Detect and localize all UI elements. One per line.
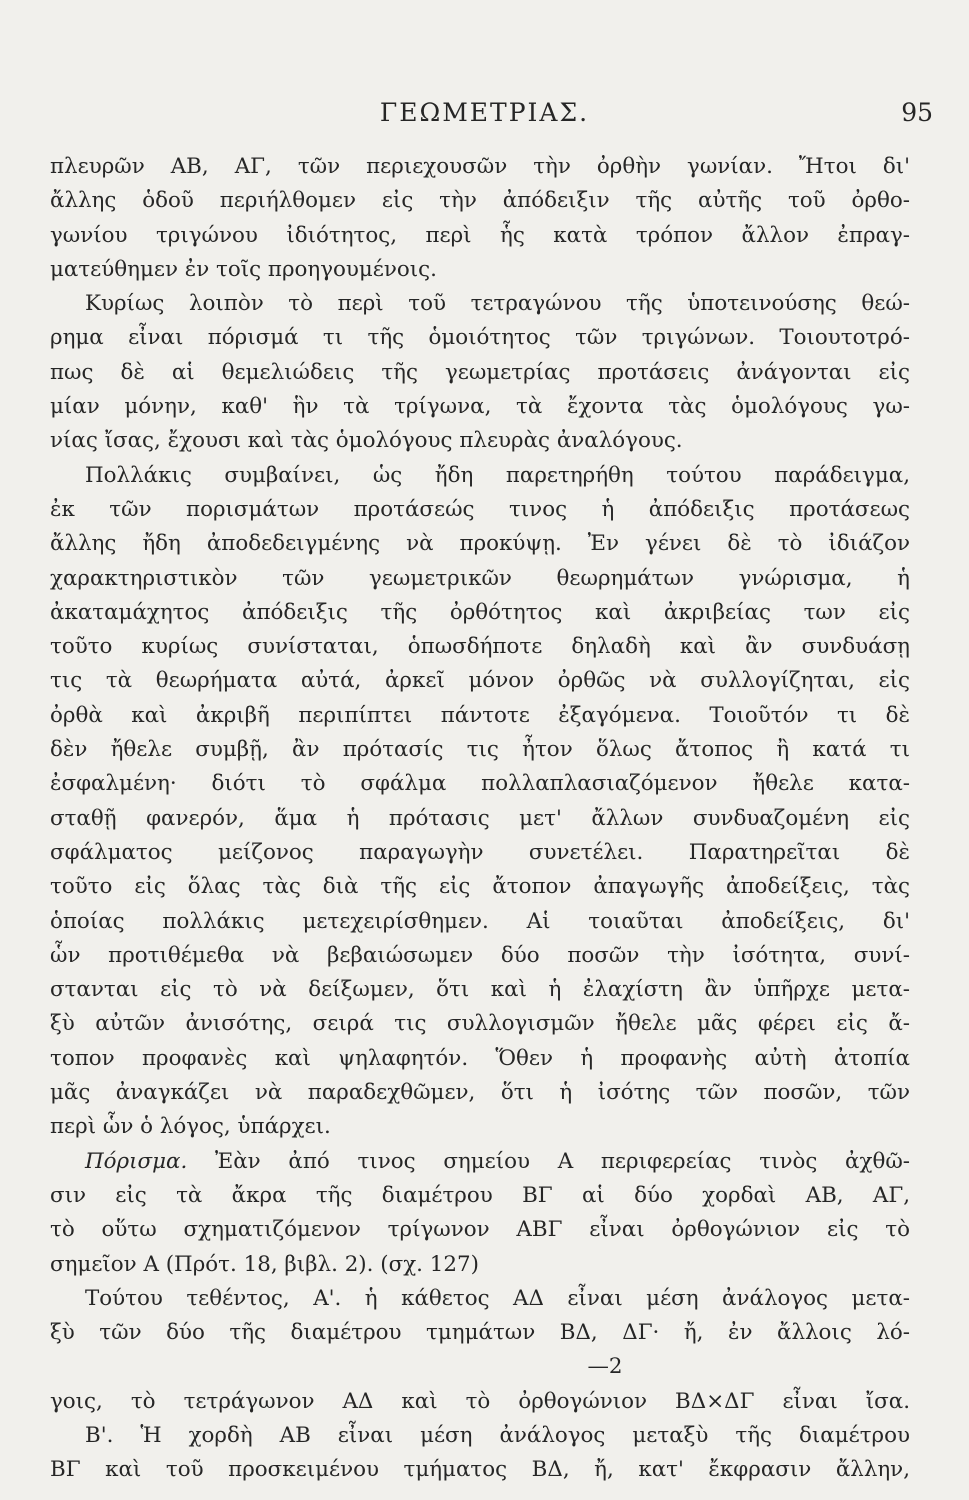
text-line: σημεῖον Α (Πρότ. 18, βιβλ. 2). (σχ. 127) bbox=[50, 1251, 479, 1277]
page-number: 95 bbox=[901, 98, 933, 127]
text-line: νίας ἴσας, ἔχουσι καὶ τὰς ὁμολόγους πλευρὰς ἀναλόγους. bbox=[50, 428, 683, 454]
text-line: τοῦτο κυρίως συνίσταται, ὁπωσδήποτε δηλαδὴ καὶ ἂν συνδυάσῃ bbox=[50, 634, 910, 660]
text-line: ἄλλης ἤδη ἀποδεδειγμένης νὰ προκύψῃ. Ἐν γένει δὲ τὸ ἰδιάζον bbox=[50, 531, 910, 557]
text-line: ΒΓ καὶ τοῦ προσκειμένου τμήματος ΒΔ, ἤ, κατ' ἔκφρασιν ἄλλην, bbox=[50, 1457, 910, 1483]
text-line: τις τὰ θεωρήματα αὐτά, ἀρκεῖ μόνον ὀρθῶς νὰ συλλογίζηται, εἰς bbox=[50, 668, 910, 694]
text-line: μίαν μόνην, καθ' ἣν τὰ τρίγωνα, τὰ ἔχοντα τὰς ὁμολόγους γω- bbox=[50, 394, 910, 420]
text-line: ξὺ τῶν δύο τῆς διαμέτρου τμημάτων ΒΔ, ΔΓ· ἤ, ἐν ἄλλοις λό- bbox=[50, 1320, 910, 1346]
text-line: τοῦτο εἰς ὅλας τὰς διὰ τῆς εἰς ἄτοπον ἀπαγωγῆς ἀποδείξεις, τὰς bbox=[50, 874, 910, 900]
porisma-line bbox=[50, 1145, 910, 1179]
porisma-text: Ἐὰν ἀπό τινος σημείου Α περιφερείας τινὸς ἀχθῶ- bbox=[214, 1148, 910, 1174]
text-line: ρημα εἶναι πόρισμά τι τῆς ὁμοιότητος τῶν τριγώνων. Τοιουτοτρό- bbox=[50, 325, 910, 351]
text-line: γωνίου τριγώνου ἰδιότητος, περὶ ἧς κατὰ τρόπον ἄλλον ἐπραγ- bbox=[50, 222, 910, 248]
text-line: τοπον προφανὲς καὶ ψηλαφητόν. Ὅθεν ἡ προφανὴς αὐτὴ ἀτοπία bbox=[50, 1045, 910, 1071]
body-text bbox=[50, 150, 910, 1488]
text-line: περὶ ὧν ὁ λόγος, ὑπάρχει. bbox=[50, 1114, 331, 1140]
text-line: ματεύθημεν ἐν τοῖς προηγουμένοις. bbox=[50, 256, 437, 282]
running-head bbox=[0, 98, 969, 138]
text-line: σταθῇ φανερόν, ἅμα ἡ πρότασις μετ' ἄλλων συνδυαζομένη εἰς bbox=[50, 805, 910, 831]
text-line: Πολλάκις συμβαίνει, ὡς ἤδη παρετηρήθη τούτου παράδειγμα, bbox=[85, 462, 910, 488]
text-line: ξὺ αὐτῶν ἀνισότης, σειρά τις συλλογισμῶν ἤθελε μᾶς φέρει εἰς ἄ- bbox=[50, 1011, 910, 1037]
running-title: ΓΕΩΜΕΤΡΙΑΣ. bbox=[379, 98, 590, 127]
text-line: ὁποίας πολλάκις μετεχειρίσθημεν. Αἱ τοιαῦται ἀποδείξεις, δι' bbox=[50, 908, 910, 934]
text-line: γοις, τὸ τετράγωνον ΑΔ καὶ τὸ ὀρθογώνιον ΒΔ×ΔΓ εἶναι ἴσα. bbox=[50, 1388, 910, 1414]
text-line: ἐσφαλμένη· διότι τὸ σφάλμα πολλαπλασιαζόμενον ἤθελε κατα- bbox=[50, 771, 910, 797]
text-line: χαρακτηριστικὸν τῶν γεωμετρικῶν θεωρημάτων γνώρισμα, ἡ bbox=[50, 565, 910, 591]
text-line: πλευρῶν ΑΒ, ΑΓ, τῶν περιεχουσῶν τὴν ὀρθὴν γωνίαν. Ἤτοι δι' bbox=[50, 154, 910, 179]
porisma-label: Πόρισμα. bbox=[85, 1148, 188, 1174]
text-line: μᾶς ἀναγκάζει νὰ παραδεχθῶμεν, ὅτι ἡ ἰσότης τῶν ποσῶν, τῶν bbox=[50, 1080, 910, 1106]
text-line: Τούτου τεθέντος, Α'. ἡ κάθετος ΑΔ εἶναι μέση ἀνάλογος μετα- bbox=[85, 1285, 910, 1311]
exponent-line: —2 bbox=[587, 1354, 623, 1380]
text-line: ἄλλης ὁδοῦ περιήλθομεν εἰς τὴν ἀπόδειξιν τῆς αὐτῆς τοῦ ὀρθο- bbox=[50, 188, 910, 214]
text-line: σφάλματος μείζονος παραγωγὴν συνετέλει. Παρατηρεῖται δὲ bbox=[50, 839, 910, 865]
text-line: ἐκ τῶν πορισμάτων προτάσεώς τινος ἡ ἀπόδειξις προτάσεως bbox=[50, 496, 910, 522]
text-line: ἀκαταμάχητος ἀπόδειξις τῆς ὀρθότητος καὶ ἀκριβείας των εἰς bbox=[50, 599, 910, 625]
text-line: ὧν προτιθέμεθα νὰ βεβαιώσωμεν δύο ποσῶν τὴν ἰσότητα, συνί- bbox=[50, 942, 910, 968]
text-line: σιν εἰς τὰ ἄκρα τῆς διαμέτρου ΒΓ αἱ δύο χορδαὶ ΑΒ, ΑΓ, bbox=[50, 1182, 910, 1208]
text-line: πως δὲ αἱ θεμελιώδεις τῆς γεωμετρίας προτάσεις ἀνάγονται εἰς bbox=[50, 359, 910, 385]
text-line: τὸ οὕτω σχηματιζόμενον τρίγωνον ΑΒΓ εἶναι ὀρθογώνιον εἰς τὸ bbox=[50, 1217, 910, 1243]
text-line: Β'. Ἡ χορδὴ ΑΒ εἶναι μέση ἀνάλογος μεταξὺ τῆς διαμέτρου bbox=[85, 1422, 910, 1448]
text-line: στανται εἰς τὸ νὰ δείξωμεν, ὅτι καὶ ἡ ἐλαχίστη ἂν ὑπῆρχε μετα- bbox=[50, 977, 910, 1003]
text-line: δὲν ἤθελε συμβῇ, ἂν πρότασίς τις ἦτον ὅλως ἄτοπος ἢ κατά τι bbox=[50, 737, 910, 763]
text-line: ὀρθὰ καὶ ἀκριβῆ περιπίπτει πάντοτε ἐξαγόμενα. Τοιοῦτόν τι δὲ bbox=[50, 702, 910, 728]
text-line: Κυρίως λοιπὸν τὸ περὶ τοῦ τετραγώνου τῆς ὑποτεινούσης θεώ- bbox=[85, 291, 910, 317]
